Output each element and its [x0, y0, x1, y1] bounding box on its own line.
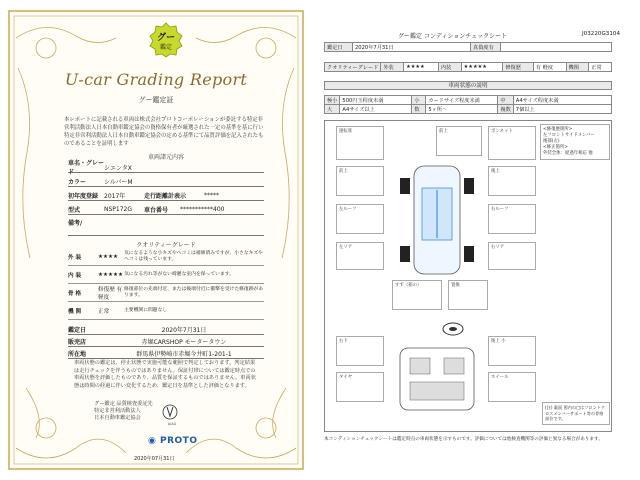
- proto-mark-icon: ◉: [148, 436, 157, 446]
- vehicle-row-name: 車名・グレード シエンタX: [68, 162, 264, 173]
- svg-text:グー: グー: [156, 33, 176, 43]
- steering-wheel-icon: [442, 322, 464, 336]
- quality-row-exterior: 外 装 ★★★★ 気になるような小キズやヘコミは補修済みですが、小さなキズやヘコミは残っています。: [68, 249, 264, 266]
- zone-box: 右ルーフ: [488, 204, 536, 234]
- zone-box: 右下: [336, 336, 384, 366]
- proto-logo: ◉ PROTO: [148, 436, 198, 446]
- zone-box: 右リア: [488, 242, 536, 270]
- zone-box: 運転席: [336, 126, 384, 160]
- date-table: 鑑定日 2020年7月31日 真偽度有: [324, 42, 612, 52]
- svg-text:鑑定: 鑑定: [159, 44, 173, 51]
- info-row-date: 鑑定日 2020年7月31日: [68, 324, 264, 335]
- repair-legend: <修復歴箇所> 左フロントサイドメンバー 後部(左) <修正箇所> 外装全体：経過年相応 他: [540, 124, 610, 160]
- vehicle-row-color: カラー シルバーM: [68, 176, 264, 187]
- report-subtitle: グー鑑定証: [138, 96, 174, 104]
- vehicle-section-header: 車両諸元内容: [147, 154, 184, 161]
- vehicle-row-registration: 初年度登録 2017年 走行距離計表示 *****: [68, 190, 264, 201]
- corner-note: (注) 裏面 図内の□はフロントクロスメンバーサポート等の骨格部位です。: [542, 402, 610, 425]
- jaaa-label: JAAA: [167, 422, 177, 426]
- interior-stars: ★★★★★: [98, 272, 124, 278]
- zone-box: 前上: [336, 166, 384, 196]
- report-title: U-car Grading Report: [64, 70, 248, 89]
- quality-section-header: クオリティーグレード: [136, 242, 196, 249]
- zone-box: 左ルーフ: [336, 204, 384, 234]
- quality-row-frame: 骨 格 修復歴 有 軽度 修復部位の先端付近、または後端付近に衝撃を受けた修復跡があります。: [68, 287, 264, 301]
- zone-box: ホイール: [488, 372, 536, 402]
- info-row-dealer: 販売店 赤堀CARSHOP モータータウン: [68, 336, 264, 347]
- quality-row-engine: 機 関 正常 主要機関に問題なし: [68, 303, 264, 320]
- zone-box: 後上: [488, 166, 536, 196]
- disclaimer-note: 車両状態の鑑定は、停止状態で実施可能な範囲で判定しております。判定結果は走行チェックを伴うものではありません。保証付帯については鑑定時点での車両状態を評価したものであり、品質を保証するものではありません。車両状態は時間の経過に伴い変化するため、鑑定日を基準とした評価となります。: [74, 360, 256, 389]
- interior-diagram: [396, 344, 478, 414]
- sign-date: 2020年07月31日: [134, 456, 175, 462]
- zone-box: 左リア: [336, 242, 384, 270]
- zone-box: タイヤ: [336, 372, 384, 402]
- intro-text: 本レポートに記載される車両は株式会社プロトコーポレーションが委託する特定非営利活動法人日本自動車鑑定協会の資格保有者が厳選された一定の基準を基に行い特定非営利活動法人日本自動車鑑定協会の定める基準にて品質評価を記入されたものであることを証明します: [64, 117, 264, 147]
- zone-box: すず（箱の）: [392, 280, 442, 310]
- info-row-address: 所在地 群馬県伊勢崎市赤堀今井町1-201-1: [68, 348, 264, 359]
- sheet-interior-stars: ★★★★★: [461, 63, 503, 72]
- zone-box: 後上 小: [488, 336, 536, 366]
- damage-size-table: 極小 500円玉程度未満 小 カードサイズ程度未満 中 A4サイズ程度未満 大 A4サイズ以上 数 5ヶ所～ 複数 7個以上: [324, 95, 612, 114]
- issuer-block: グー鑑定 品質検査委託先 特定非営利活動法人 日本自動車鑑定協会: [94, 401, 153, 421]
- quality-row-interior: 内 装 ★★★★★ 気になる汚れ等がない綺麗な室内を保っています。: [68, 267, 264, 284]
- jaaa-emblem-icon: [162, 404, 178, 420]
- zone-box: ボンネット: [488, 126, 536, 160]
- sheet-title: グー鑑定 コンディションチェックシート: [398, 33, 508, 40]
- zone-box: 前上: [436, 126, 482, 156]
- vehicle-state-header: 車両状態の説明: [324, 81, 612, 90]
- car-top-view-diagram: [392, 160, 482, 280]
- exterior-stars: ★★★★: [98, 254, 119, 260]
- vehicle-row-remarks: 備考/: [68, 218, 264, 236]
- sheet-id: J03220G3104: [582, 31, 621, 37]
- goo-seal-logo: [148, 22, 184, 58]
- zone-box: 置換: [448, 280, 488, 310]
- grading-certificate: [6, 8, 306, 472]
- sheet-exterior-stars: ★★★★: [404, 63, 439, 72]
- vehicle-row-model: 型式 NSP172G 車台番号 ***********400: [68, 204, 264, 215]
- sheet-footer: 本コンディションチェックシートは鑑定時点の車両状態を示すものです。評価については他検査機関等の評価と異なる場合があります。: [324, 437, 603, 442]
- quality-grade-table: クオリティーグレード 外装 ★★★★ 内装 ★★★★★ 修復歴 有 軽度 機関 正常: [324, 62, 612, 72]
